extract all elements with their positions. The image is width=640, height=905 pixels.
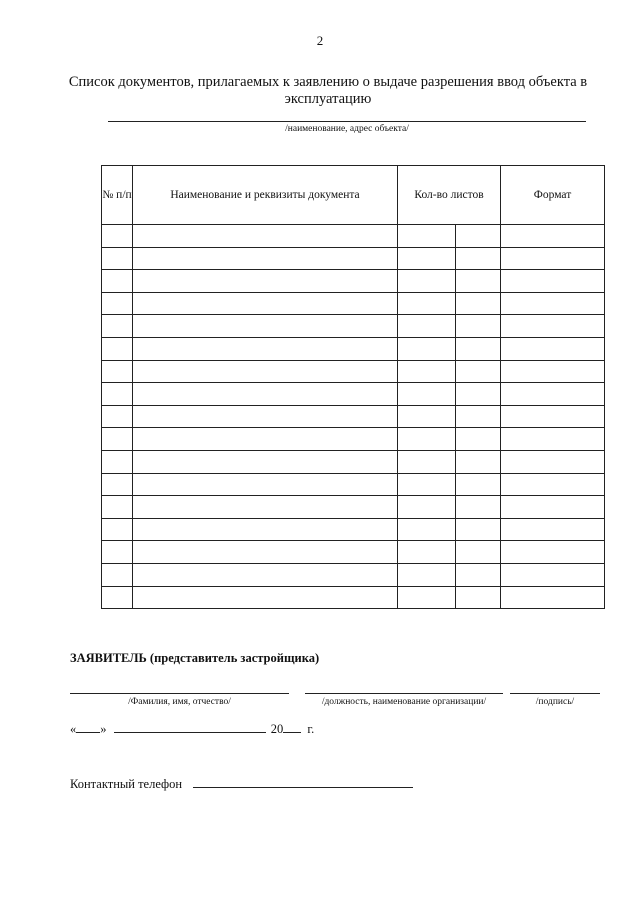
position-caption: /должность, наименование организации/ xyxy=(321,697,487,707)
cell-format[interactable] xyxy=(501,496,605,519)
cell-name[interactable] xyxy=(133,518,398,541)
cell-name[interactable] xyxy=(133,247,398,270)
cell-format[interactable] xyxy=(501,586,605,609)
cell-number[interactable] xyxy=(102,405,133,428)
cell-sheets-b[interactable] xyxy=(456,428,501,451)
cell-name[interactable] xyxy=(133,563,398,586)
cell-name[interactable] xyxy=(133,337,398,360)
position-line[interactable] xyxy=(305,693,503,694)
cell-sheets-a[interactable] xyxy=(398,383,456,406)
cell-name[interactable] xyxy=(133,586,398,609)
cell-sheets-b[interactable] xyxy=(456,496,501,519)
cell-name[interactable] xyxy=(133,450,398,473)
cell-format[interactable] xyxy=(501,405,605,428)
cell-sheets-b[interactable] xyxy=(456,337,501,360)
cell-sheets-b[interactable] xyxy=(456,563,501,586)
cell-name[interactable] xyxy=(133,315,398,338)
cell-sheets-a[interactable] xyxy=(398,270,456,293)
table-row xyxy=(102,225,605,248)
cell-sheets-a[interactable] xyxy=(398,586,456,609)
cell-format[interactable] xyxy=(501,247,605,270)
cell-sheets-a[interactable] xyxy=(398,428,456,451)
table-row xyxy=(102,247,605,270)
table-row xyxy=(102,315,605,338)
cell-sheets-b[interactable] xyxy=(456,292,501,315)
month-field[interactable] xyxy=(114,720,266,733)
table-row xyxy=(102,563,605,586)
date-open-quote: « xyxy=(70,722,77,736)
cell-format[interactable] xyxy=(501,428,605,451)
cell-number[interactable] xyxy=(102,360,133,383)
cell-sheets-a[interactable] xyxy=(398,541,456,564)
year-prefix: 20 xyxy=(270,722,284,736)
cell-format[interactable] xyxy=(501,292,605,315)
table-row xyxy=(102,473,605,496)
cell-name[interactable] xyxy=(133,360,398,383)
table-row xyxy=(102,292,605,315)
cell-sheets-a[interactable] xyxy=(398,360,456,383)
table-row xyxy=(102,360,605,383)
cell-format[interactable] xyxy=(501,270,605,293)
column-header-sheets: Кол-во листов xyxy=(398,166,501,225)
cell-sheets-a[interactable] xyxy=(398,292,456,315)
cell-name[interactable] xyxy=(133,383,398,406)
cell-sheets-a[interactable] xyxy=(398,473,456,496)
cell-number[interactable] xyxy=(102,292,133,315)
applicant-heading: ЗАЯВИТЕЛЬ (представитель застройщика) xyxy=(70,651,320,665)
cell-name[interactable] xyxy=(133,292,398,315)
cell-sheets-b[interactable] xyxy=(456,405,501,428)
cell-name[interactable] xyxy=(133,405,398,428)
table-body xyxy=(102,225,605,609)
cell-name[interactable] xyxy=(133,428,398,451)
cell-number[interactable] xyxy=(102,247,133,270)
cell-format[interactable] xyxy=(501,450,605,473)
cell-sheets-a[interactable] xyxy=(398,563,456,586)
table-row xyxy=(102,496,605,519)
cell-name[interactable] xyxy=(133,225,398,248)
column-header-number: № п/п xyxy=(102,166,133,225)
cell-number[interactable] xyxy=(102,270,133,293)
cell-sheets-a[interactable] xyxy=(398,405,456,428)
cell-format[interactable] xyxy=(501,383,605,406)
year-field[interactable] xyxy=(283,720,301,733)
year-suffix: г. xyxy=(307,722,315,736)
cell-number[interactable] xyxy=(102,450,133,473)
cell-sheets-a[interactable] xyxy=(398,450,456,473)
fullname-caption: /Фамилия, имя, отчество/ xyxy=(128,697,231,707)
cell-number[interactable] xyxy=(102,541,133,564)
day-field[interactable] xyxy=(76,720,100,733)
signature-caption: /подпись/ xyxy=(535,697,575,707)
date-row xyxy=(70,720,314,737)
cell-number[interactable] xyxy=(102,428,133,451)
table-row xyxy=(102,405,605,428)
table-row xyxy=(102,586,605,609)
cell-number[interactable] xyxy=(102,383,133,406)
table-header-row xyxy=(102,166,605,225)
cell-sheets-b[interactable] xyxy=(456,450,501,473)
cell-number[interactable] xyxy=(102,225,133,248)
table-row xyxy=(102,518,605,541)
table-row xyxy=(102,450,605,473)
cell-format[interactable] xyxy=(501,360,605,383)
cell-sheets-b[interactable] xyxy=(456,473,501,496)
cell-number[interactable] xyxy=(102,315,133,338)
column-header-format: Формат xyxy=(501,166,605,225)
cell-sheets-a[interactable] xyxy=(398,225,456,248)
table-row xyxy=(102,428,605,451)
cell-sheets-b[interactable] xyxy=(456,586,501,609)
column-header-name: Наименование и реквизиты документа xyxy=(133,166,398,225)
table-row xyxy=(102,541,605,564)
cell-name[interactable] xyxy=(133,270,398,293)
table-row xyxy=(102,337,605,360)
contact-row xyxy=(70,775,413,792)
cell-sheets-b[interactable] xyxy=(456,225,501,248)
cell-sheets-b[interactable] xyxy=(456,518,501,541)
contact-label: Контактный телефон xyxy=(70,777,183,791)
document-title: Список документов, прилагаемых к заявлению о выдаче разрешения ввод объекта в эксплуатацию xyxy=(68,74,588,107)
page-number: 2 xyxy=(316,33,324,48)
cell-sheets-b[interactable] xyxy=(456,270,501,293)
table-row xyxy=(102,270,605,293)
documents-table xyxy=(101,165,605,609)
cell-sheets-a[interactable] xyxy=(398,315,456,338)
cell-number[interactable] xyxy=(102,563,133,586)
cell-format[interactable] xyxy=(501,563,605,586)
cell-format[interactable] xyxy=(501,518,605,541)
cell-sheets-b[interactable] xyxy=(456,360,501,383)
cell-name[interactable] xyxy=(133,473,398,496)
cell-sheets-b[interactable] xyxy=(456,315,501,338)
cell-sheets-a[interactable] xyxy=(398,518,456,541)
cell-sheets-b[interactable] xyxy=(456,247,501,270)
cell-format[interactable] xyxy=(501,225,605,248)
table-row xyxy=(102,383,605,406)
phone-field[interactable] xyxy=(193,775,413,788)
cell-sheets-b[interactable] xyxy=(456,541,501,564)
cell-name[interactable] xyxy=(133,541,398,564)
cell-number[interactable] xyxy=(102,473,133,496)
cell-number[interactable] xyxy=(102,337,133,360)
fullname-line[interactable] xyxy=(70,693,289,694)
cell-format[interactable] xyxy=(501,337,605,360)
object-name-line[interactable] xyxy=(108,121,586,122)
cell-format[interactable] xyxy=(501,473,605,496)
cell-number[interactable] xyxy=(102,518,133,541)
signature-line[interactable] xyxy=(510,693,600,694)
object-caption: /наименование, адрес объекта/ xyxy=(285,124,409,134)
cell-format[interactable] xyxy=(501,315,605,338)
cell-name[interactable] xyxy=(133,496,398,519)
cell-sheets-a[interactable] xyxy=(398,496,456,519)
cell-number[interactable] xyxy=(102,496,133,519)
cell-format[interactable] xyxy=(501,541,605,564)
cell-number[interactable] xyxy=(102,586,133,609)
cell-sheets-a[interactable] xyxy=(398,337,456,360)
cell-sheets-b[interactable] xyxy=(456,383,501,406)
cell-sheets-a[interactable] xyxy=(398,247,456,270)
date-close-quote: » xyxy=(100,722,107,736)
